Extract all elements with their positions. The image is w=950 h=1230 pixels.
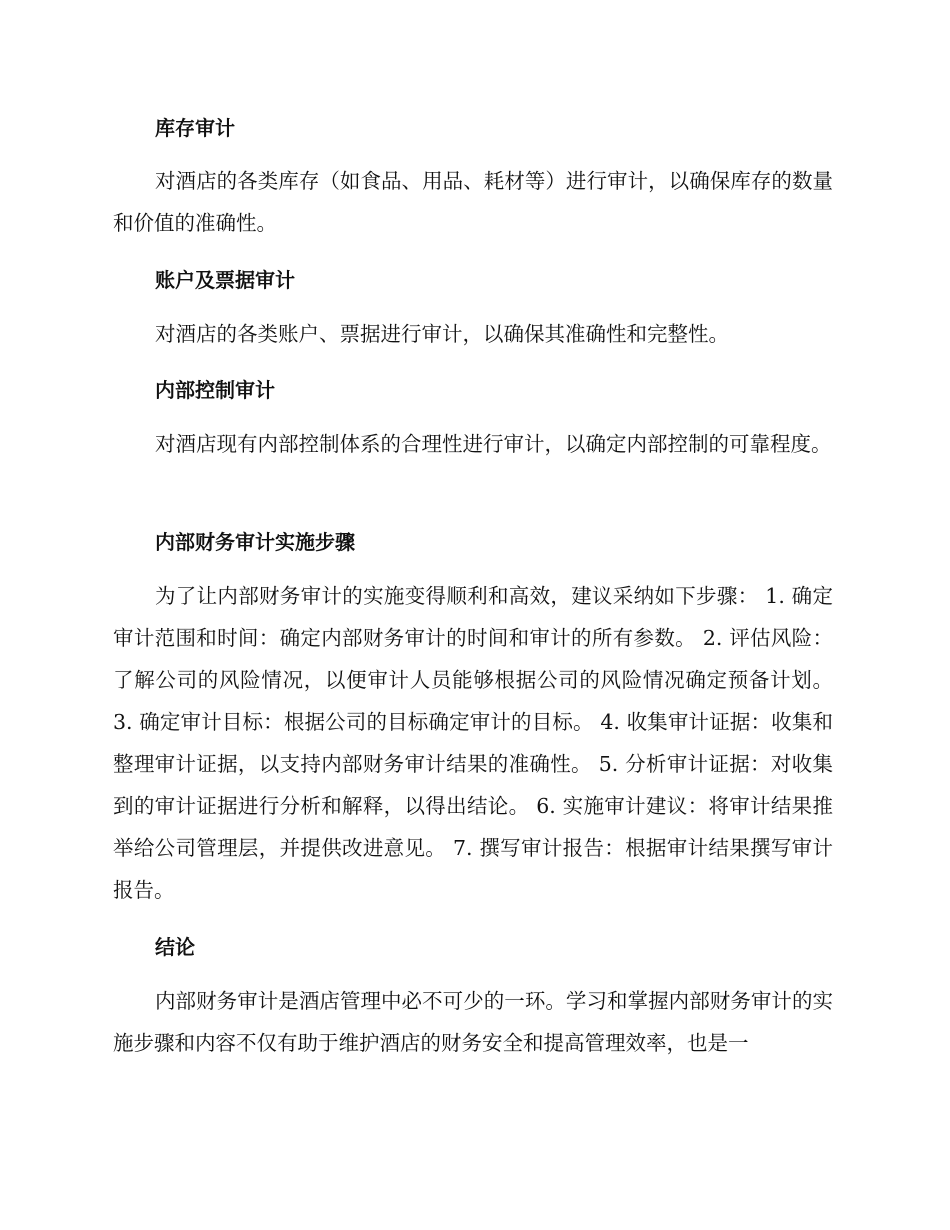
section-body-accounts-receipts-audit [113, 313, 833, 355]
paragraph: 内部财务审计是酒店管理中必不可少的一环。学习和掌握内部财务审计的实施步骤和内容不仅有助于维护酒店的财务安全和提高管理效率，也是一 [113, 989, 833, 1055]
paragraph: 对酒店的各类账户、票据进行审计，以确保其准确性和完整性。 [155, 322, 729, 346]
section-body-conclusion [113, 980, 833, 1064]
section-heading-implementation-steps: 内部财务审计实施步骤 [155, 530, 355, 554]
section-heading-inventory-audit: 库存审计 [155, 116, 235, 140]
section-body-inventory-audit [113, 160, 833, 244]
paragraph: 对酒店的各类库存（如食品、用品、耗材等）进行审计，以确保库存的数量和价值的准确性。 [113, 169, 833, 235]
paragraph: 为了让内部财务审计的实施变得顺利和高效，建议采纳如下步骤： 1. 确定审计范围和时间：确定内部财务审计的时间和审计的所有参数。 2. 评估风险：了解公司的风险情况，以便审计人员能够根据公司的风险情况确定预备计划。 3. 确定审计目标：根据公司的目标确定审计的目标。 4. 收集审计证据：收集和整理审计证据，以支持内部财务审计结果的准确性。 5. 分析审计证据：对收集到的审计证据进行分析和解释，以得出结论。 6. 实施审计建议：将审计结果推举给公司管理层，并提供改进意见。 7. 撰写审计报告：根据审计结果撰写审计报告。 [113, 584, 833, 902]
section-heading-conclusion: 结论 [155, 935, 195, 959]
paragraph: 对酒店现有内部控制体系的合理性进行审计，以确定内部控制的可靠程度。 [155, 432, 832, 456]
section-body-implementation-steps [113, 575, 833, 911]
section-body-internal-control-audit [113, 423, 833, 465]
section-heading-internal-control-audit: 内部控制审计 [155, 378, 275, 402]
section-heading-accounts-receipts-audit: 账户及票据审计 [155, 268, 295, 292]
